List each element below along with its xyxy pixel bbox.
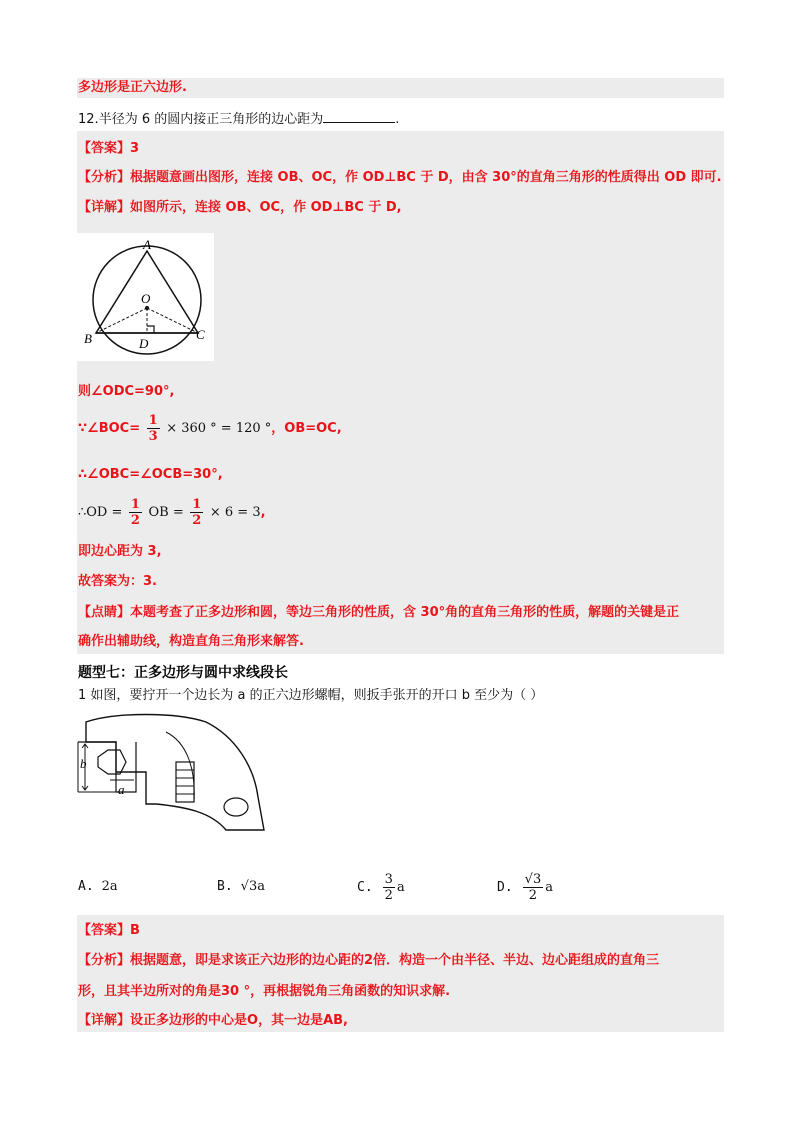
wrench-figure [76,712,268,834]
option-c-label: C. [357,880,373,895]
option-b-label: B. [217,879,233,894]
od-middle: OB = [148,505,184,520]
detail-line [78,199,402,217]
label-a: a [118,782,125,797]
option-b-value: √3a [240,879,265,894]
label-b: b [80,756,87,771]
label-d: D [139,336,149,351]
circle-triangle-figure [77,233,214,361]
frac-num: √3 [524,872,542,887]
od-prefix: ∴OD = [78,505,123,520]
comment-line-2: 确作出辅助线，构造直角三角形来解答. [78,634,304,649]
option-d[interactable] [497,872,553,903]
step-result: 即边心距为 3, [78,544,162,559]
fraction-half-2 [190,497,203,528]
detail-text: 设正多边形的中心是O，其一边是AB, [130,1013,348,1028]
option-a[interactable] [78,878,118,896]
answer-label: 【答案】 [78,923,131,938]
q1-detail-line [78,1012,348,1030]
frac-den: 2 [192,513,202,528]
frac-den: 2 [130,513,140,528]
answer-label: 【答案】 [78,141,131,156]
label-a: A [143,237,151,252]
comment-text-1: 本题考查了正多边形和圆，等边三角形的性质，含 30°角的直角三角形的性质，解题的关键是正 [130,605,680,620]
frac-num: 1 [148,413,158,428]
circle-triangle-diagram [77,233,214,361]
label-b: B [84,331,92,346]
label-c: C [196,327,205,342]
option-d-var: a [545,880,553,895]
question-1: 1 如图，要拧开一个边长为 a 的正六边形螺帽，则扳手张开的开口 b 至少为（ ） [78,688,544,703]
label-o: O [141,291,151,306]
detail-text: 如图所示，连接 OB、OC，作 OD⊥BC 于 D, [130,200,402,215]
step-boc [78,413,342,444]
od-suffix: , [260,505,266,520]
frac-num: 1 [130,497,140,512]
option-a-value: 2a [101,879,118,894]
answer-value: B [130,923,140,938]
analysis-label: 【分析】 [78,953,131,968]
answer-value: 3 [130,141,140,156]
option-c-fraction [383,872,395,903]
q1-answer-line [78,922,140,940]
comment-label: 【点睛】 [78,605,131,620]
fraction-half-1 [129,497,142,528]
frac-den: 3 [148,429,158,444]
option-a-label: A. [78,879,94,894]
boc-prefix: ∵∠BOC= [78,421,141,436]
section-title: 题型七：正多边形与圆中求线段长 [78,665,288,681]
option-c-var: a [396,880,405,895]
option-d-fraction [523,872,544,903]
question-end: . [395,112,400,127]
step-od [78,497,266,528]
question-12 [78,109,399,129]
detail-label: 【详解】 [78,200,131,215]
answer-line [78,140,139,158]
frac-num: 1 [192,497,202,512]
analysis-text-1: 根据题意，即是求该正六边形的边心距的2倍．构造一个由半径、半边、边心距组成的直角三 [130,953,660,968]
frac-den: 2 [384,888,393,903]
question-number: 12. [78,112,99,127]
question-text: 半径为 6 的圆内接正三角形的边心距为 [98,112,324,127]
boc-expression: × 360 ° = 120 ° [166,421,272,436]
option-c[interactable] [357,872,405,903]
frac-den: 2 [528,888,538,903]
wrench-diagram [76,712,268,834]
option-b[interactable] [217,878,265,896]
q1-analysis-line-2: 形，且其半边所对的角是30 °，再根据锐角三角函数的知识求解. [78,984,451,999]
intro-text: 多边形是正六边形. [78,80,187,95]
comment-line-1 [78,604,679,622]
answer-blank [323,109,395,123]
analysis-text: 根据题意画出图形，连接 OB、OC，作 OD⊥BC 于 D，由含 30°的直角三角形的性质得出 OD 即可. [130,170,722,185]
option-d-label: D. [497,880,513,895]
boc-suffix: ，OB=OC, [271,421,342,436]
detail-label: 【详解】 [78,1013,131,1028]
step-final-answer: 故答案为：3. [78,574,157,589]
od-expression: × 6 = 3 [209,505,261,520]
fraction-one-third [147,413,160,444]
analysis-label: 【分析】 [78,170,131,185]
step-obc: ∴∠OBC=∠OCB=30°, [78,467,223,482]
step-odc: 则∠ODC=90°, [78,384,175,399]
analysis-line [78,169,722,187]
frac-num: 3 [384,872,393,887]
q1-analysis-line-1 [78,952,659,970]
